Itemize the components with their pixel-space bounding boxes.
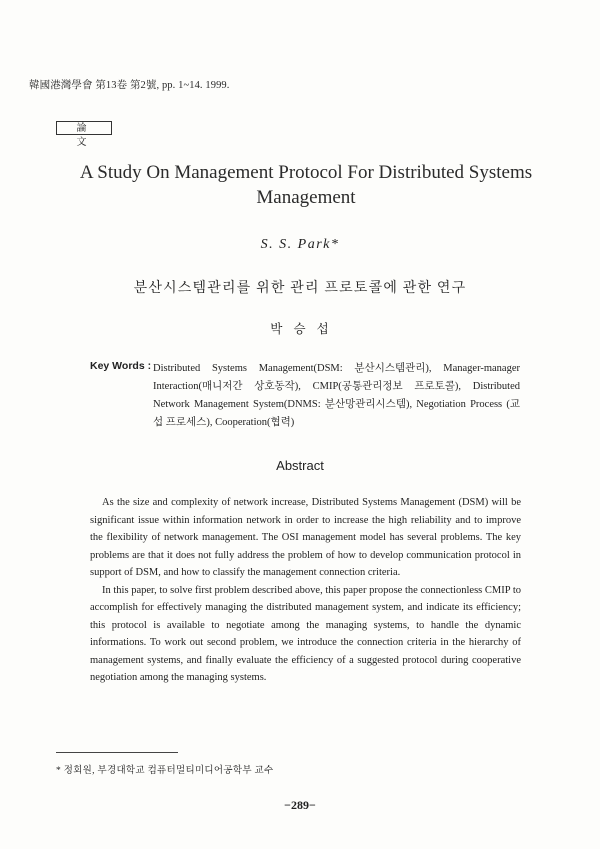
paper-title: A Study On Management Protocol For Distributed Systems Management: [79, 162, 533, 208]
abstract-body: [90, 494, 521, 687]
abstract-paragraph-1: As the size and complexity of network increase, Distributed Systems Management (DSM) will be significant issue within information network in order to increase the high reliability and to improve the flexibility of network management. The OSI management model has several problems. The key problems are that it does not fully address the problem of how to develop communication protocol in support of DSM, and how to classify the management connection criteria.: [90, 497, 521, 578]
abstract-heading: Abstract: [276, 458, 324, 473]
journal-citation: 韓國港灣學會 第13卷 第2號, pp. 1~14. 1999.: [29, 80, 230, 91]
footnote: * 정회원, 부경대학교 컴퓨터멀티미디어공학부 교수: [56, 766, 274, 776]
footnote-divider: [56, 752, 178, 753]
article-type-badge: 論 文: [56, 121, 112, 135]
keywords-label: Key Words :: [90, 360, 152, 372]
author-name: S. S. Park*: [260, 237, 340, 252]
keywords-text: Distributed Systems Management(DSM: 분산시스템관리), Manager-manager Interaction(매니저간 상호동작), CMIP(공통관리정보 프로토콜), Distributed Network Management System(DNMS: 분산망관리시스템), Negotiation Process (교섭 프로세스), Cooperation(협력): [153, 363, 520, 428]
paper-title-korean: 분산시스템관리를 위한 관리 프로토콜에 관한 연구: [133, 281, 467, 296]
page-number: −289−: [284, 798, 316, 812]
abstract-paragraph-2: In this paper, to solve first problem described above, this paper propose the connectionless CMIP to accomplish for effectively managing the distributed management system, and indicate its efficiency; this protocol is available to negotiate among the managing systems, to handle the dynamic informations. To work out second problem, we introduce the connection criteria in the hierarchy of management systems, and finally evaluate the efficiency of a suggested protocol during cooperative negotiation among the managing systems.: [90, 584, 521, 683]
author-name-korean: 박 승 섭: [270, 322, 330, 336]
